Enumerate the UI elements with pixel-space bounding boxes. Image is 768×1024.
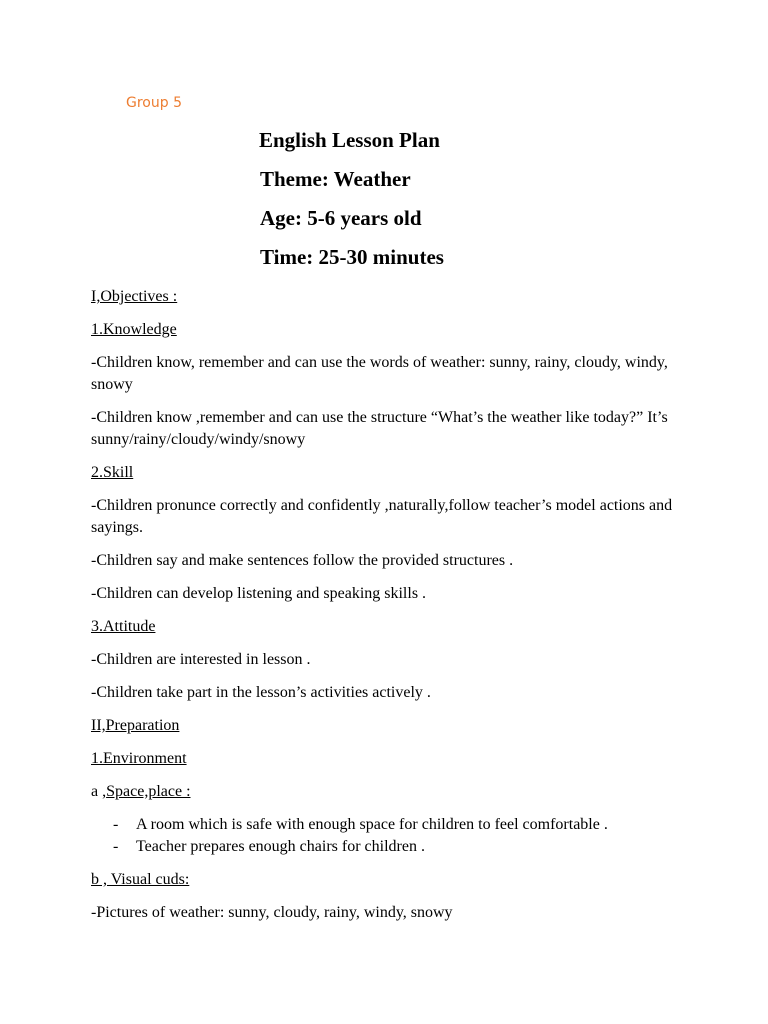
environment-heading: 1.Environment (91, 750, 187, 767)
dash-bullet: - (113, 816, 119, 833)
list-item: - Teacher prepares enough chairs for children . (91, 836, 691, 858)
attitude-heading: 3.Attitude (91, 618, 156, 635)
skill-heading: 2.Skill (91, 464, 134, 481)
dash-bullet: - (113, 838, 119, 855)
skill-item: -Children pronunce correctly and confidently ,naturally,follow teacher’s model actions and sayings. (91, 497, 673, 536)
skill-item: -Children can develop listening and speaking skills . (91, 585, 427, 602)
lesson-age: Age: 5-6 years old (260, 206, 422, 230)
visual-heading: b , Visual cuds: (91, 871, 190, 888)
lesson-title: English Lesson Plan (259, 128, 440, 152)
list-item: - A room which is safe with enough space for children to feel comfortable . (91, 814, 691, 836)
visual-item: -Pictures of weather: sunny, cloudy, rainy, windy, snowy (91, 904, 453, 921)
space-heading: a ,Space,place : (91, 783, 191, 800)
group-label: Group 5 (126, 95, 182, 111)
skill-item: -Children say and make sentences follow the provided structures . (91, 552, 514, 569)
attitude-item: -Children are interested in lesson . (91, 651, 311, 668)
lesson-theme: Theme: Weather (260, 167, 411, 191)
lesson-time: Time: 25-30 minutes (260, 245, 444, 269)
objectives-heading: I,Objectives : (91, 288, 178, 305)
knowledge-item: -Children know ,remember and can use the structure “What’s the weather like today?” It’s sunny/rainy/cloudy/windy/snowy (91, 409, 668, 448)
knowledge-heading: 1.Knowledge (91, 321, 177, 338)
attitude-item: -Children take part in the lesson’s activities actively . (91, 684, 431, 701)
space-list (91, 814, 691, 858)
document-body (91, 286, 691, 935)
preparation-heading: II,Preparation (91, 717, 180, 734)
knowledge-item: -Children know, remember and can use the words of weather: sunny, rainy, cloudy, windy, snowy (91, 354, 668, 393)
